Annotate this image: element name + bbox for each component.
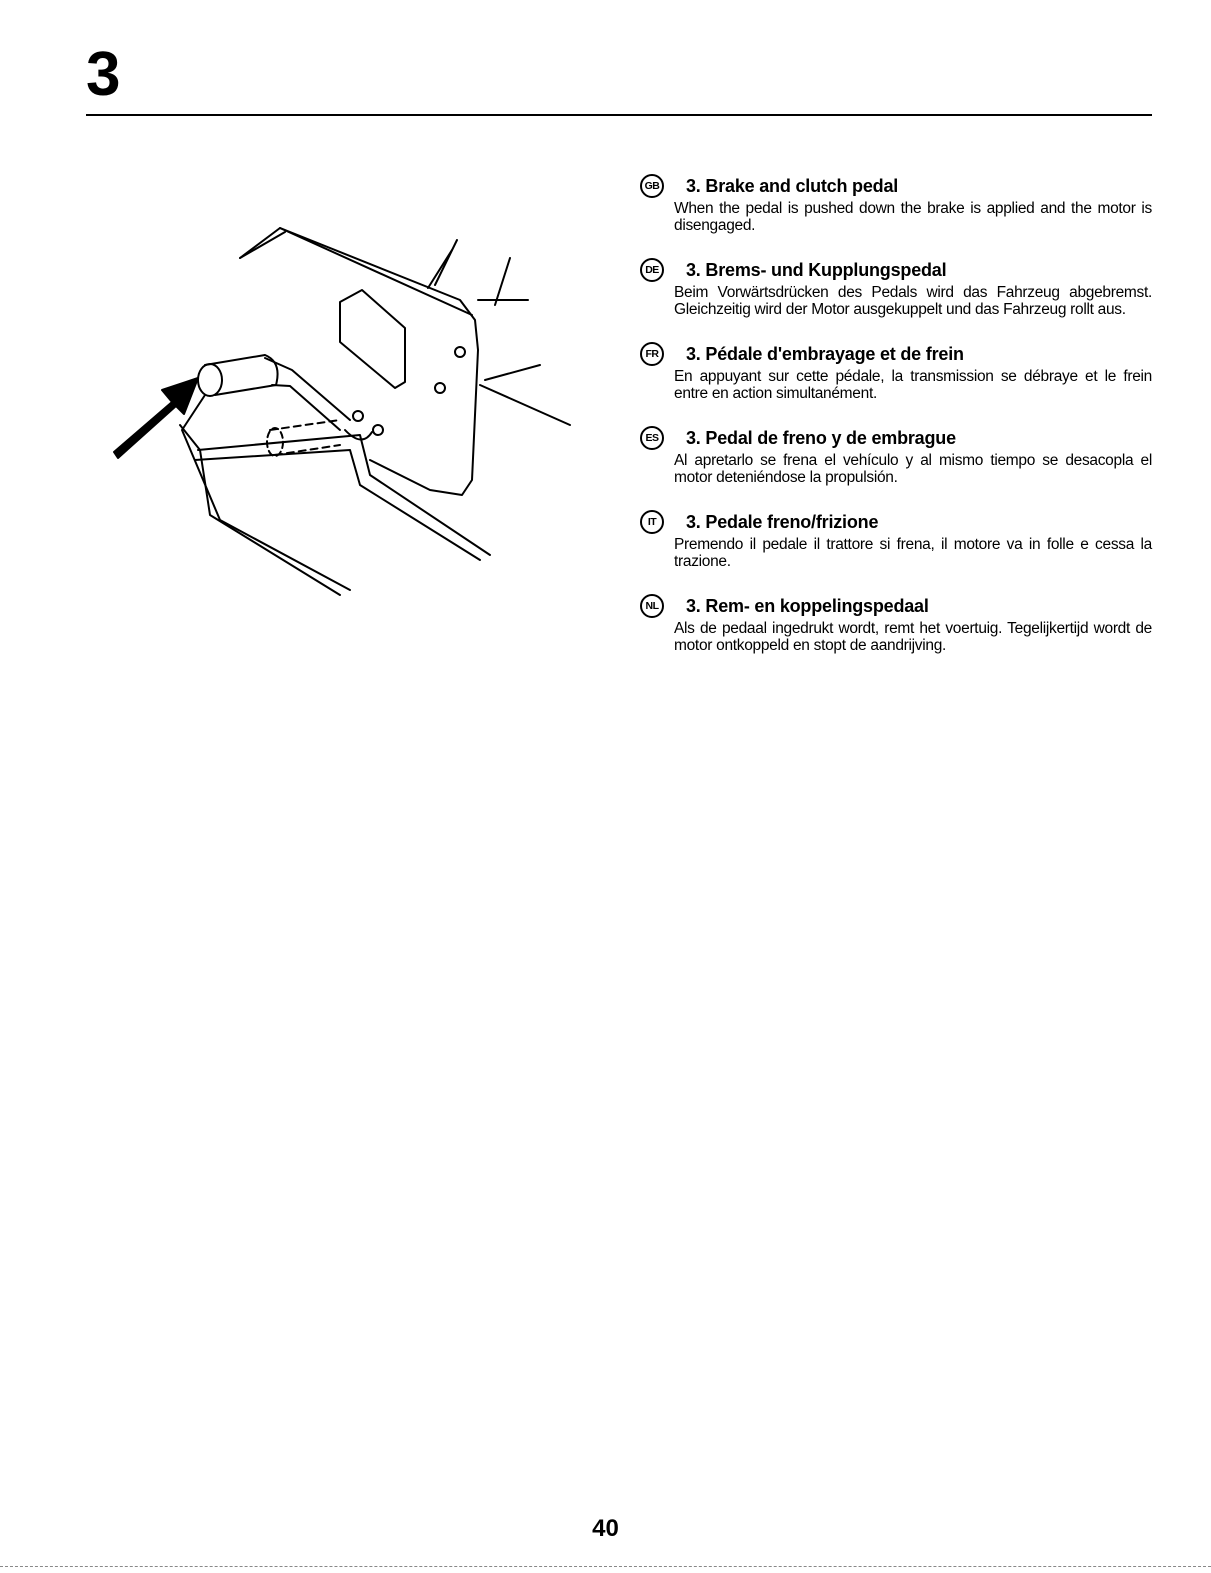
screw-hole <box>373 425 383 435</box>
pedal-roller <box>205 355 278 395</box>
section-header <box>640 592 1152 620</box>
section-header <box>640 172 1152 200</box>
screw-hole <box>435 383 445 393</box>
header-rule <box>86 114 1152 116</box>
upper-line <box>240 232 285 258</box>
language-badge-icon: NL <box>640 594 664 618</box>
section-body: When the pedal is pushed down the brake is applied and the motor is disengaged. <box>674 200 1152 234</box>
section-body: Premendo il pedale il trattore si frena, il motore va in folle e cessa la trazione. <box>674 536 1152 570</box>
screw-hole <box>353 411 363 421</box>
language-badge-icon: DE <box>640 258 664 282</box>
panel-seam-2 <box>435 240 457 285</box>
page-number: 40 <box>592 1515 619 1542</box>
lower-bar <box>485 365 540 380</box>
language-badge-icon: GB <box>640 174 664 198</box>
section-title: 3. Pédale d'embrayage et de frein <box>686 343 964 364</box>
section-header <box>640 424 1152 452</box>
footer-rule <box>0 1566 1211 1568</box>
pedal-arm <box>198 435 490 555</box>
chapter-number: 3 <box>86 40 119 109</box>
screw-hole <box>455 347 465 357</box>
section-fr <box>640 340 1152 402</box>
pedal-arm <box>195 450 480 560</box>
section-it <box>640 508 1152 570</box>
section-es <box>640 424 1152 486</box>
language-badge-icon: IT <box>640 510 664 534</box>
section-gb <box>640 172 1152 234</box>
section-title: 3. Brake and clutch pedal <box>686 175 899 196</box>
right-post <box>495 258 510 305</box>
pedal-arm <box>180 425 340 595</box>
section-title: 3. Pedal de freno y de embrague <box>686 427 956 448</box>
section-body: Al apretarlo se frena el vehículo y al mismo tiempo se desacopla el motor deteniéndose la propulsión. <box>674 452 1152 486</box>
pedal-roller-end <box>198 364 222 396</box>
section-header <box>640 508 1152 536</box>
section-de <box>640 256 1152 318</box>
section-title: 3. Brems- und Kupplungspedal <box>686 259 947 280</box>
language-badge-icon: FR <box>640 342 664 366</box>
lower-diagonal <box>480 385 570 425</box>
pedal-arm <box>272 385 340 430</box>
section-nl <box>640 592 1152 654</box>
pedal-arm <box>265 358 350 420</box>
section-header <box>640 340 1152 368</box>
instructions-list <box>640 172 1152 676</box>
section-body: En appuyant sur cette pédale, la transmission se débraye et le frein entre en action simultanément. <box>674 368 1152 402</box>
section-header <box>640 256 1152 284</box>
hidden-part <box>270 420 340 430</box>
panel-window <box>340 290 405 388</box>
pedal-illustration <box>100 210 580 610</box>
section-title: 3. Rem- en koppelingspedaal <box>686 595 929 616</box>
section-body: Als de pedaal ingedrukt wordt, remt het voertuig. Tegelijkertijd wordt de motor ontkoppeld en stopt de aandrijving. <box>674 620 1152 654</box>
arrow-icon <box>114 378 198 458</box>
section-body: Beim Vorwärtsdrücken des Pedals wird das Fahrzeug abgebremst. Gleichzeitig wird der Motor ausgekuppelt und das Fahrzeug rollt aus. <box>674 284 1152 318</box>
language-badge-icon: ES <box>640 426 664 450</box>
section-title: 3. Pedale freno/frizione <box>686 511 879 532</box>
